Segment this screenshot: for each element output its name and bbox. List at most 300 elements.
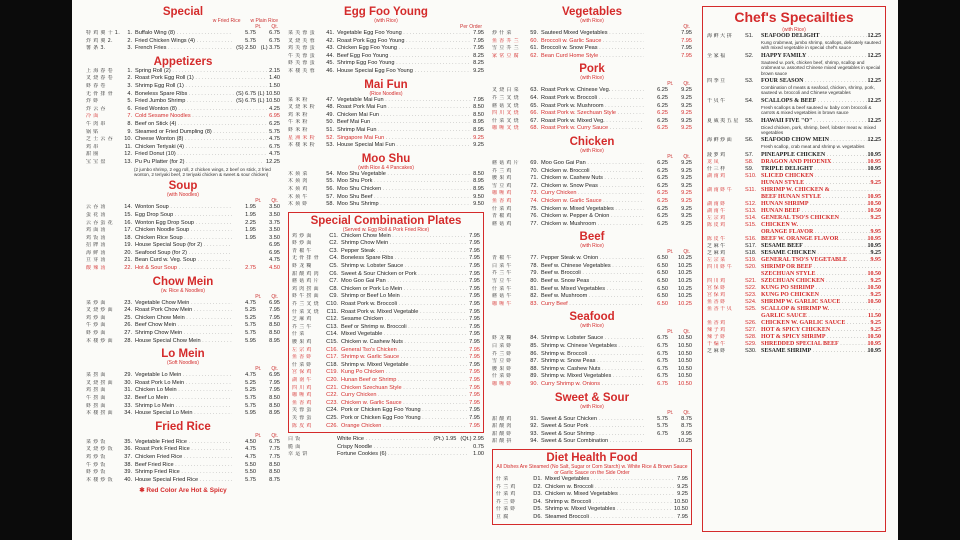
item-price-qt: 7.75 (269, 446, 280, 453)
chef-item (707, 173, 881, 180)
item-number: 31. (124, 387, 132, 394)
item-price-pt: 6.25 (657, 213, 668, 220)
item-chinese-name: 虾 龙 糊 (492, 335, 512, 342)
item-price-pt: 6.25 (657, 110, 668, 117)
item-number: S3. (745, 78, 754, 85)
item-chinese-name: 什 菜 (496, 475, 509, 482)
item-chinese-name: 白 饭 (288, 436, 301, 443)
item-price: 12.25 (867, 52, 881, 59)
item-price: 10.95 (867, 235, 881, 242)
section-title: Beef (579, 231, 605, 244)
item-name: FOUR SEASON . . . (761, 78, 868, 85)
menu-item (86, 395, 280, 403)
item-price-pt: 5.75 (245, 30, 256, 36)
item-chinese-name: 鸡 炒 面 (292, 232, 312, 239)
item-name: Vegetable Fried Rice . . . (135, 439, 232, 447)
item-name: Chicken Fried Rice . . . (135, 454, 232, 462)
item-chinese-name: 咖 喱 鸡 (292, 392, 312, 399)
item-number: C20. (326, 376, 338, 383)
item-chinese-name: 炸 鸡 翼 2. (86, 37, 113, 44)
item-price: 8.95 (473, 119, 484, 126)
item-chinese-name: 白 菜 牛 (492, 262, 512, 269)
menu-item (86, 380, 280, 388)
chef-item (707, 257, 881, 264)
section-subtitle: (with Rice) (580, 403, 604, 410)
item-price: 1.50 (269, 82, 280, 89)
section-subtitle: (with Rice) (580, 323, 604, 330)
item-number: C11. (326, 308, 338, 315)
item-name: Chicken w. Garlic Sauce . . . (341, 400, 467, 408)
menu-item (292, 301, 480, 309)
item-price-qt: 10.25 (678, 278, 692, 285)
item-number: C8. (329, 285, 338, 292)
item-number: 80. (530, 278, 538, 285)
chili-icon: ✱ (139, 487, 145, 495)
item-price-qt: 7.95 (269, 307, 280, 314)
menu-item (86, 300, 280, 308)
item-chinese-name: 招 牌 汤 (86, 242, 106, 249)
menu-page (72, 0, 898, 540)
item-price: 12.25 (867, 137, 881, 144)
item-name: GARLIC SAUCE . . . (761, 313, 868, 320)
item-chinese-name: 芙 蓉 蛋 (292, 414, 312, 421)
item-price-pt: 6.75 (657, 350, 668, 357)
item-number: S29. (745, 340, 757, 347)
chef-item (707, 264, 881, 271)
spicy-footnote-text: Red Color Are Hot & Spicy (146, 487, 227, 495)
item-chinese-name: 芥 兰 虾 (496, 498, 516, 505)
item-number: 46. (326, 67, 334, 74)
menu-item (292, 377, 480, 385)
menu-item (86, 439, 280, 447)
item-name: Beef w. Broccoli . . . (541, 270, 644, 278)
item-number: 81. (530, 285, 538, 292)
item-name: Chicken Lo Mein . . . (135, 387, 232, 395)
item-price-qt: 6.95 (269, 299, 280, 306)
item-chinese-name: 甜 酸 鸡 肉 (292, 270, 319, 277)
item-name: TRIPLE DELIGHT . . . (761, 166, 868, 173)
item-number: 32. (124, 395, 132, 401)
item-chinese-name: 海 鲜 汤 (86, 249, 106, 256)
item-chinese-name: 芝 麻 鸡 (292, 316, 312, 323)
menu-item (292, 347, 480, 355)
item-name: Kung Po Chicken . . . (341, 369, 467, 377)
item-number: 28. (124, 337, 132, 344)
item-name: CHICKEN W. . . . (761, 222, 881, 229)
item-chinese-name: 四 川 鸡 (707, 277, 726, 284)
menu-item (288, 97, 484, 105)
item-number: 55. (326, 178, 334, 185)
section-sweet-sour (492, 392, 692, 446)
item-name: Chicken Mai Fun . . . (337, 112, 471, 120)
item-number: C3. (329, 247, 338, 254)
menu-item (292, 316, 480, 324)
item-chinese-name: 薯 条 3. (86, 45, 106, 52)
menu-item (288, 186, 484, 194)
item-name: Pu Pu Platter (for 2) . . . (135, 159, 264, 167)
item-price-pt: 4.75 (245, 446, 256, 453)
item-name: Steamed Broccoli . . . (545, 514, 675, 522)
item-number: 52. (326, 134, 334, 141)
item-number: 89. (530, 373, 538, 380)
section-seafood (492, 311, 692, 388)
item-price-qt: 10.25 (678, 300, 692, 307)
item-number: S10. (745, 172, 757, 179)
section-beef (492, 231, 692, 308)
platter-note: (2 jumbo shrimp, 2 egg roll, 2 chicken wings, 2 beef on stick, 2 fried wonton, 2 teriyaki beef, 2 teriyaki chicken & sweet & sour chicken) (134, 166, 271, 177)
item-name: SCALLOP & SHRIMP W. . . . (761, 306, 881, 313)
item-price: 7.95 (473, 30, 484, 36)
item-chinese-name: 甜 酸 拼 (492, 438, 512, 445)
item-number: 71. (530, 175, 538, 182)
item-price-qt: 3.50 (269, 227, 280, 234)
item-chinese-name: 菜 炒 饭 (86, 438, 106, 445)
menu-item (492, 198, 692, 206)
item-chinese-name: 干 贝 牛 (707, 97, 726, 104)
item-price: 10.95 (867, 165, 881, 172)
item-number: 77. (530, 220, 538, 227)
item-chinese-name: 鸡 炒 面 (86, 314, 106, 321)
item-number: 2. (127, 37, 132, 44)
item-price: 8.95 (473, 126, 484, 133)
item-price-qt: 7.95 (681, 45, 692, 52)
item-chinese-name: 上 海 春 卷 (86, 67, 113, 74)
item-name: Roast Pork w. Mixed Veg. . . . (541, 118, 644, 126)
item-price-pt: 6.50 (657, 285, 668, 292)
item-number: 92. (530, 423, 538, 430)
menu-item (288, 68, 484, 76)
menu-item (86, 446, 280, 454)
item-chinese-name: 牛 肉 串 (86, 120, 106, 127)
item-price-pt: 6.75 (657, 335, 668, 342)
item-description: Combination of meats & seafood, chicken, shrimp, pork, sauteed w. broccoli and Chinese vegetables (761, 85, 875, 96)
item-chinese-name: 咖 喱 叉 烧 (492, 125, 519, 132)
item-price-qt: 10.25 (678, 438, 692, 445)
item-chinese-name: 木 须 牛 (288, 193, 308, 200)
item-price-qt: 4.75 (269, 257, 280, 264)
item-chinese-name: 幸 运 饼 (288, 451, 308, 458)
item-name: Mixed Vegetable . . . (341, 331, 467, 339)
section-title: Chef's Specailties (734, 9, 854, 25)
item-name: Fried Wonton (8) . . . (135, 106, 267, 114)
chef-item (707, 285, 881, 292)
item-number: 84. (530, 335, 538, 342)
menu-item (292, 263, 480, 271)
item-number: S13. (745, 207, 757, 214)
item-price: 9.25 (473, 142, 484, 149)
item-price-qt: 10.50 (678, 373, 692, 380)
item-price-qt: 3.50 (269, 204, 280, 211)
item-number: 35. (124, 438, 132, 445)
item-price: 9.25 (870, 326, 881, 333)
menu-item (292, 415, 480, 423)
menu-item (86, 403, 280, 411)
column-1 (86, 6, 280, 538)
menu-item (288, 194, 484, 202)
item-price-qt: 8.95 (269, 337, 280, 344)
item-chinese-name: 鸡 肉 捞 面 (292, 285, 319, 292)
item-price: 7.95 (469, 323, 480, 330)
menu-item (292, 309, 480, 317)
item-chinese-name: 陈 皮 鸡 (707, 221, 726, 228)
item-number: 76. (530, 213, 538, 220)
item-name: Shrimp w. Garlic Sauce . . . (341, 354, 467, 362)
item-name: Curry Chicken . . . (341, 392, 467, 400)
menu-item (496, 506, 688, 514)
item-price-qt: 8.95 (269, 410, 280, 417)
item-name: Chicken w. Broccoli . . . (545, 484, 675, 492)
section-subtitle: (w. Rice & Noodles) (161, 287, 205, 294)
item-number: C7. (329, 278, 338, 285)
item-price: 7.95 (469, 392, 480, 399)
item-chinese-name: 蘑 菇 鸡 片 (492, 159, 519, 166)
menu-item (86, 106, 280, 114)
chef-item (707, 306, 881, 313)
item-chinese-name: 云 吞 汤 (86, 204, 106, 211)
chef-item (707, 250, 881, 257)
menu-item (492, 335, 692, 343)
item-chinese-name: 甜 酸 鸡 (492, 415, 512, 422)
item-chinese-name: 宫 保 虾 (707, 284, 726, 291)
menu-item (288, 38, 484, 46)
item-price-pt: 5.75 (245, 402, 256, 409)
price-header-qt: Qt. (683, 153, 690, 160)
item-number: 62. (530, 52, 538, 59)
item-price-qt: 7.95 (681, 37, 692, 44)
item-name: Moo Shu Beef . . . (337, 194, 471, 202)
section-appetizers (86, 56, 280, 178)
item-number: 83. (530, 300, 538, 307)
menu-item (288, 112, 484, 120)
item-chinese-name: 甜 酸 肉 (492, 423, 512, 430)
item-chinese-name: 青 椒 鸡 (492, 213, 512, 220)
item-name: Moo Shu Vegetable . . . (337, 171, 471, 179)
item-name: Vegetable Chow Mein . . . (135, 300, 232, 308)
item-number: 77. (530, 255, 538, 262)
section-pork (492, 63, 692, 133)
item-chinese-name: 无 骨 排 骨 (292, 255, 319, 262)
item-name: Roast Pork Fried Rice . . . (135, 446, 232, 454)
item-name: Buffalo Wing (8) . . . (135, 30, 232, 38)
item-price: 12.25 (867, 78, 881, 85)
menu-item (288, 135, 484, 143)
menu-item (492, 38, 692, 46)
item-name: Pepper Steak . . . (341, 248, 467, 256)
item-chinese-name: 咖 喱 虾 (492, 381, 512, 387)
item-price: 7.95 (469, 407, 480, 414)
menu-item (292, 233, 480, 241)
item-number: 39. (124, 469, 132, 476)
item-chinese-name: 鸡 饭 汤 (86, 234, 106, 241)
section-subtitle: (Rice Noodles) (369, 90, 403, 97)
item-chinese-name: 雪 豆 牛 (492, 278, 512, 285)
item-name: Sweet & Sour Shrimp . . . (541, 431, 644, 439)
item-price: 12.25 (266, 158, 280, 165)
item-chinese-name: 牛 捞 面 (86, 395, 106, 401)
item-name: Vegetable Mai Fun . . . (337, 97, 471, 105)
menu-item (292, 278, 480, 286)
item-name: HOT & SPICY SHRIMP . . . (761, 334, 868, 341)
item-name: Pepper Steak w. Onion . . . (541, 255, 644, 263)
item-chinese-name: 鱼 香 芥 兰 (492, 37, 519, 44)
item-name: Chicken w. Snow Peas . . . (541, 183, 644, 191)
item-chinese-name: 鸡 串 (86, 143, 99, 150)
item-name: Beef Chow Mein . . . (135, 322, 232, 330)
item-chinese-name: 什 菜 (292, 331, 305, 338)
item-price-qt: 9.25 (681, 125, 692, 132)
item-number: 51. (326, 126, 334, 133)
item-number: S24. (745, 298, 757, 305)
item-price-pt: 6.50 (657, 255, 668, 262)
item-name: Chicken Szechuan Style . . . (341, 385, 467, 393)
item-price: 10.50 (867, 270, 881, 277)
item-name: Beef or Shrimp w. Broccoli . . . (341, 324, 467, 332)
item-name: SHRIMP W. GARLIC SAUCE . . . (761, 299, 868, 306)
item-price-qt: 9.25 (681, 167, 692, 174)
item-number: C15. (326, 339, 338, 345)
item-number: 18. (124, 234, 132, 241)
item-price-pt: 6.25 (657, 182, 668, 189)
item-price: 9.50 (473, 201, 484, 208)
item-price: 10.50 (867, 284, 881, 291)
item-chinese-name: 鸡 面 汤 (86, 227, 106, 234)
chef-item (707, 278, 881, 285)
item-number: 61. (530, 45, 538, 52)
item-name: House Special Egg Foo Young . . . (337, 68, 471, 76)
menu-item (492, 175, 692, 183)
item-price-qt: 7.95 (681, 52, 692, 59)
item-price-qt: 8.75 (269, 476, 280, 483)
item-price: 7.95 (469, 240, 480, 247)
menu-item (292, 392, 480, 400)
item-number: C10. (326, 301, 338, 308)
item-chinese-name: 本 楼 芙 蓉 (288, 67, 315, 74)
item-number: S26. (745, 319, 757, 326)
menu-item (288, 127, 484, 135)
menu-item (86, 212, 280, 220)
menu-item (292, 339, 480, 347)
item-number: 48. (326, 104, 334, 111)
item-chinese-name (707, 194, 745, 201)
item-price-pt: 6.50 (657, 278, 668, 285)
item-number: C9. (329, 293, 338, 300)
item-chinese-name: 青 椒 牛 (492, 255, 512, 262)
item-price-qt: 10.50 (678, 343, 692, 350)
item-number: 37. (124, 453, 132, 460)
menu-item (292, 286, 480, 294)
section-diet-health-food (492, 449, 692, 525)
item-chinese-name: 干 煸 牛 (707, 340, 726, 347)
item-price: 9.25 (870, 249, 881, 256)
item-name: HAPPY FAMILY . . . (761, 53, 868, 60)
item-price-pt: 2.25 (245, 219, 256, 226)
item-price: 7.95 (469, 308, 480, 315)
item-chinese-name: 白 菜 虾 (492, 343, 512, 350)
item-price: 12.25 (867, 33, 881, 39)
item-number: 91. (530, 415, 538, 422)
item-price-qt: 9.25 (681, 117, 692, 124)
menu-item (492, 270, 692, 278)
menu-item (492, 381, 692, 389)
item-number: 12. (124, 151, 132, 158)
menu-item (492, 438, 692, 446)
item-number: S2. (745, 52, 754, 59)
item-chinese-name: 豆 腐 (496, 513, 509, 520)
item-number: C26. (326, 422, 338, 429)
section-subtitle: (Served w. Egg Roll & Pork Fried Rice) (342, 226, 430, 233)
item-number: 3. (127, 82, 132, 89)
item-price-pt: 6.25 (657, 220, 668, 227)
item-price: 12.25 (867, 117, 881, 124)
item-price: 9.25 (677, 483, 688, 490)
item-name: ORANGE FLAVOR . . . (761, 229, 871, 236)
price-header-per-order: Per Order (460, 24, 482, 30)
item-price-pt: 6.75 (657, 358, 668, 365)
item-name: Shrimp w. Mixed Vegetables . . . (541, 373, 644, 381)
menu-item (292, 331, 480, 339)
menu-item (292, 400, 480, 408)
item-price-pt: 6.50 (657, 270, 668, 277)
item-name: Shrimp Fried Rice . . . (135, 469, 232, 477)
section-soup (86, 180, 280, 272)
menu-item (288, 53, 484, 61)
section-subtitle: All Dishes Are Steamed (No Salt, Sugar or Corn Starch) w. White Rice & Brown Sauce or Garlic Sauce on the Side Order (496, 463, 688, 476)
item-number: 9. (127, 128, 132, 135)
item-chinese-name: 腰 果 虾 (492, 365, 512, 372)
menu-item (292, 271, 480, 279)
menu-item (492, 160, 692, 168)
item-chinese-name: 虾 炒 饭 (86, 469, 106, 476)
menu-item (492, 301, 692, 309)
item-price-pt: (S) 2.50 (236, 45, 256, 52)
item-number: 87. (530, 358, 538, 365)
item-name: Curry Beef . . . (541, 301, 644, 309)
item-number: 59. (530, 30, 538, 36)
menu-item (86, 462, 280, 470)
item-number: C14. (326, 331, 338, 338)
section-title: Seafood (569, 311, 615, 324)
item-price-qt: 7.95 (269, 314, 280, 321)
item-number: 66. (530, 110, 538, 117)
item-name: HAWAII FIVE "O" . . . (761, 118, 868, 125)
item-price-qt: 6.75 (269, 30, 280, 36)
item-name: HOT & SPICY CHICKEN . . . (761, 327, 871, 334)
item-price: 9.25 (870, 214, 881, 221)
item-name: SHRIMP OR BEEF . . . (761, 264, 881, 271)
item-chinese-name: 特 鸡 翼 十 1. (86, 30, 120, 36)
item-name: Wonton Egg Drop Soup . . . (135, 220, 232, 228)
item-price-qt: 9.25 (681, 190, 692, 197)
item-name: SEAFOOD CHOW MEIN . . . (761, 137, 868, 144)
item-number (745, 180, 761, 187)
item-price-pt: 5.25 (245, 314, 256, 321)
menu-item (86, 250, 280, 258)
item-number: 72. (530, 182, 538, 189)
item-price-pt: 5.75 (245, 476, 256, 483)
chef-item (707, 341, 881, 348)
item-price: 7.95 (469, 354, 480, 361)
menu-item (86, 330, 280, 338)
item-price: 10.50 (867, 200, 881, 207)
menu-item (86, 242, 280, 250)
item-price-qt: 9.25 (681, 213, 692, 220)
item-name: Sweet & Sour Chicken or Pork . . . (341, 271, 467, 279)
section-lo-mein (86, 348, 280, 418)
chef-item (707, 222, 881, 229)
item-chinese-name: 鱼 香 鸡 (492, 197, 512, 204)
item-chinese-name: 星 洲 米 粉 (288, 134, 315, 141)
item-chinese-name: 四 川 叉 烧 (492, 110, 519, 117)
